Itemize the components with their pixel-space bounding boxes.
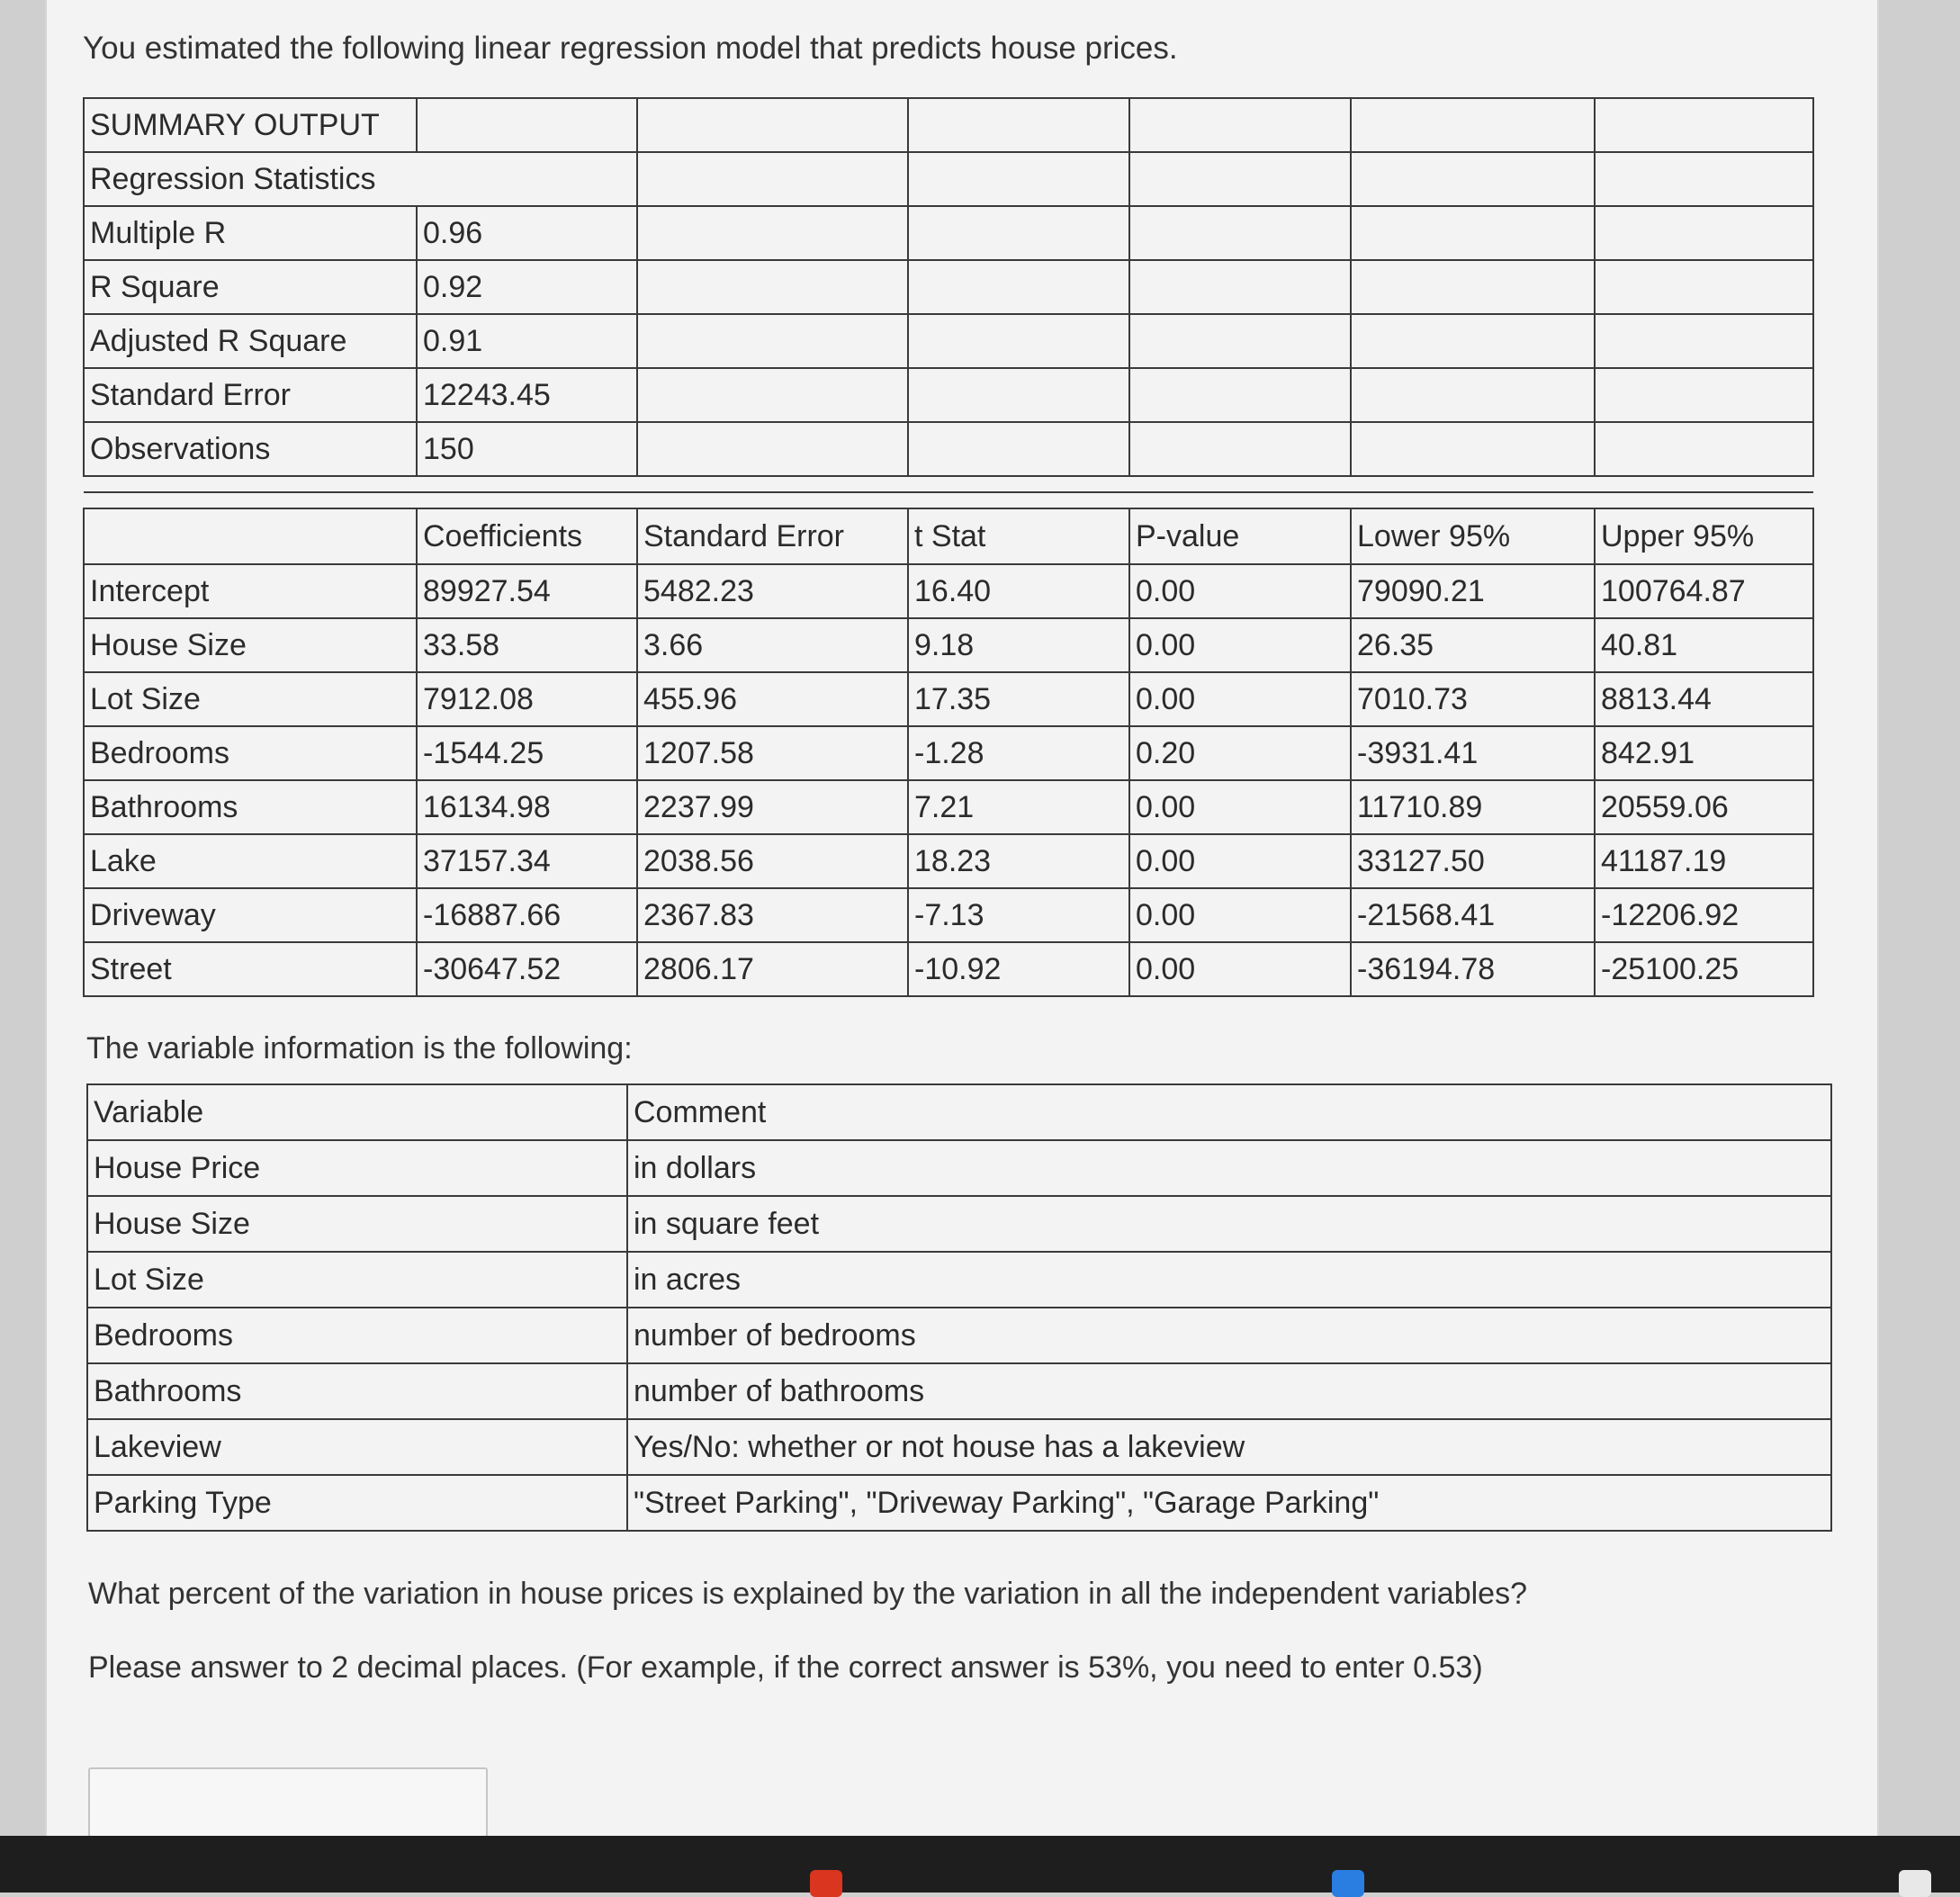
coef-cell: -16887.66 [417,888,637,942]
coef-cell: 16.40 [908,564,1129,618]
stats-row [84,314,1813,368]
variable-name: House Price [87,1140,627,1196]
stat-value: 0.92 [417,260,637,314]
coef-cell: 33127.50 [1351,834,1595,888]
coef-header-cell: P-value [1129,508,1351,564]
taskbar-app-icon[interactable] [1899,1870,1931,1897]
summary-title-row [84,98,1813,152]
coef-cell: -25100.25 [1595,942,1813,996]
coef-cell: -36194.78 [1351,942,1595,996]
coef-row [84,780,1813,834]
variable-row [87,1308,1831,1363]
coef-cell: 16134.98 [417,780,637,834]
coef-cell: -10.92 [908,942,1129,996]
coef-row [84,672,1813,726]
coef-row-label: Driveway [84,888,417,942]
coef-cell: -21568.41 [1351,888,1595,942]
coef-cell: 26.35 [1351,618,1595,672]
coef-cell: 2806.17 [637,942,908,996]
variable-row [87,1196,1831,1252]
stats-row [84,206,1813,260]
variable-comment: Yes/No: whether or not house has a lakeview [627,1419,1831,1475]
variable-info-title: The variable information is the following: [86,1031,633,1065]
stat-label: Adjusted R Square [84,314,417,368]
coef-cell: 2367.83 [637,888,908,942]
coef-cell: 7.21 [908,780,1129,834]
coef-cell: 0.00 [1129,780,1351,834]
variable-info-table [86,1083,1832,1532]
coef-cell: 41187.19 [1595,834,1813,888]
coef-cell: 8813.44 [1595,672,1813,726]
coef-row [84,726,1813,780]
variable-row [87,1252,1831,1308]
instruction-text: Please answer to 2 decimal places. (For example, if the correct answer is 53%, you need to enter 0.53) [88,1650,1483,1685]
coef-cell: 11710.89 [1351,780,1595,834]
variable-comment: number of bedrooms [627,1308,1831,1363]
stat-value: 150 [417,422,637,476]
coef-cell: 20559.06 [1595,780,1813,834]
coef-cell: 1207.58 [637,726,908,780]
variable-name: Lot Size [87,1252,627,1308]
variable-row [87,1419,1831,1475]
variable-comment: in acres [627,1252,1831,1308]
regression-summary-table [83,97,1814,997]
coef-cell: 7912.08 [417,672,637,726]
stat-label: Standard Error [84,368,417,422]
variable-name: Lakeview [87,1419,627,1475]
coef-cell: 2237.99 [637,780,908,834]
coef-cell: 0.00 [1129,888,1351,942]
variable-comment: number of bathrooms [627,1363,1831,1419]
coef-cell: 0.00 [1129,618,1351,672]
coef-cell: -12206.92 [1595,888,1813,942]
coef-cell: 18.23 [908,834,1129,888]
stat-label: R Square [84,260,417,314]
variable-name: Bedrooms [87,1308,627,1363]
coef-cell: 7010.73 [1351,672,1595,726]
stats-row [84,368,1813,422]
question-text: What percent of the variation in house prices is explained by the variation in all the independent variables? [88,1577,1527,1611]
coef-cell: 40.81 [1595,618,1813,672]
coef-cell: 842.91 [1595,726,1813,780]
coef-header-cell: Upper 95% [1595,508,1813,564]
coef-cell: 89927.54 [417,564,637,618]
variable-header: Variable [87,1084,627,1140]
coef-cell: 455.96 [637,672,908,726]
coef-row-label: Intercept [84,564,417,618]
stat-value: 0.91 [417,314,637,368]
stats-row [84,422,1813,476]
taskbar-app-icon[interactable] [1332,1870,1364,1897]
coef-header-cell: Lower 95% [1351,508,1595,564]
comment-header: Comment [627,1084,1831,1140]
variable-row [87,1475,1831,1531]
coef-header-row [84,508,1813,564]
coef-cell: -1.28 [908,726,1129,780]
coef-header-cell [84,508,417,564]
variable-row [87,1140,1831,1196]
coef-cell: 0.00 [1129,672,1351,726]
variable-comment: in dollars [627,1140,1831,1196]
variable-header-row [87,1084,1831,1140]
coef-row [84,942,1813,996]
variable-comment: "Street Parking", "Driveway Parking", "Garage Parking" [627,1475,1831,1531]
coef-cell: 0.00 [1129,564,1351,618]
coef-cell: 17.35 [908,672,1129,726]
coef-cell: 37157.34 [417,834,637,888]
coef-cell: 2038.56 [637,834,908,888]
coef-cell: 100764.87 [1595,564,1813,618]
taskbar-app-icon[interactable] [810,1870,842,1897]
stats-heading: Regression Statistics [84,152,637,206]
coef-cell: 0.00 [1129,942,1351,996]
answer-input[interactable] [88,1767,488,1838]
coef-row-label: Bedrooms [84,726,417,780]
coef-cell: -3931.41 [1351,726,1595,780]
coef-cell: 0.20 [1129,726,1351,780]
stat-label: Multiple R [84,206,417,260]
coef-cell: -30647.52 [417,942,637,996]
coef-row-label: House Size [84,618,417,672]
coef-cell: 5482.23 [637,564,908,618]
stats-heading-row [84,152,1813,206]
summary-title: SUMMARY OUTPUT [84,98,417,152]
variable-name: Parking Type [87,1475,627,1531]
stats-row [84,260,1813,314]
coef-row-label: Bathrooms [84,780,417,834]
stat-value: 0.96 [417,206,637,260]
question-page [45,0,1879,1849]
coef-header-cell: t Stat [908,508,1129,564]
coef-row-label: Lake [84,834,417,888]
coef-row [84,618,1813,672]
stat-label: Observations [84,422,417,476]
taskbar [0,1836,1960,1893]
coef-cell: 3.66 [637,618,908,672]
intro-text: You estimated the following linear regression model that predicts house prices. [83,31,1178,66]
variable-row [87,1363,1831,1419]
coef-row [84,834,1813,888]
coef-row-label: Lot Size [84,672,417,726]
variable-name: Bathrooms [87,1363,627,1419]
coef-cell: 33.58 [417,618,637,672]
stat-value: 12243.45 [417,368,637,422]
coef-row [84,888,1813,942]
coef-header-cell: Coefficients [417,508,637,564]
coef-cell: -1544.25 [417,726,637,780]
coef-cell: 0.00 [1129,834,1351,888]
coef-header-cell: Standard Error [637,508,908,564]
coef-cell: -7.13 [908,888,1129,942]
coef-cell: 9.18 [908,618,1129,672]
coef-cell: 79090.21 [1351,564,1595,618]
coef-row [84,564,1813,618]
variable-comment: in square feet [627,1196,1831,1252]
coef-row-label: Street [84,942,417,996]
variable-name: House Size [87,1196,627,1252]
